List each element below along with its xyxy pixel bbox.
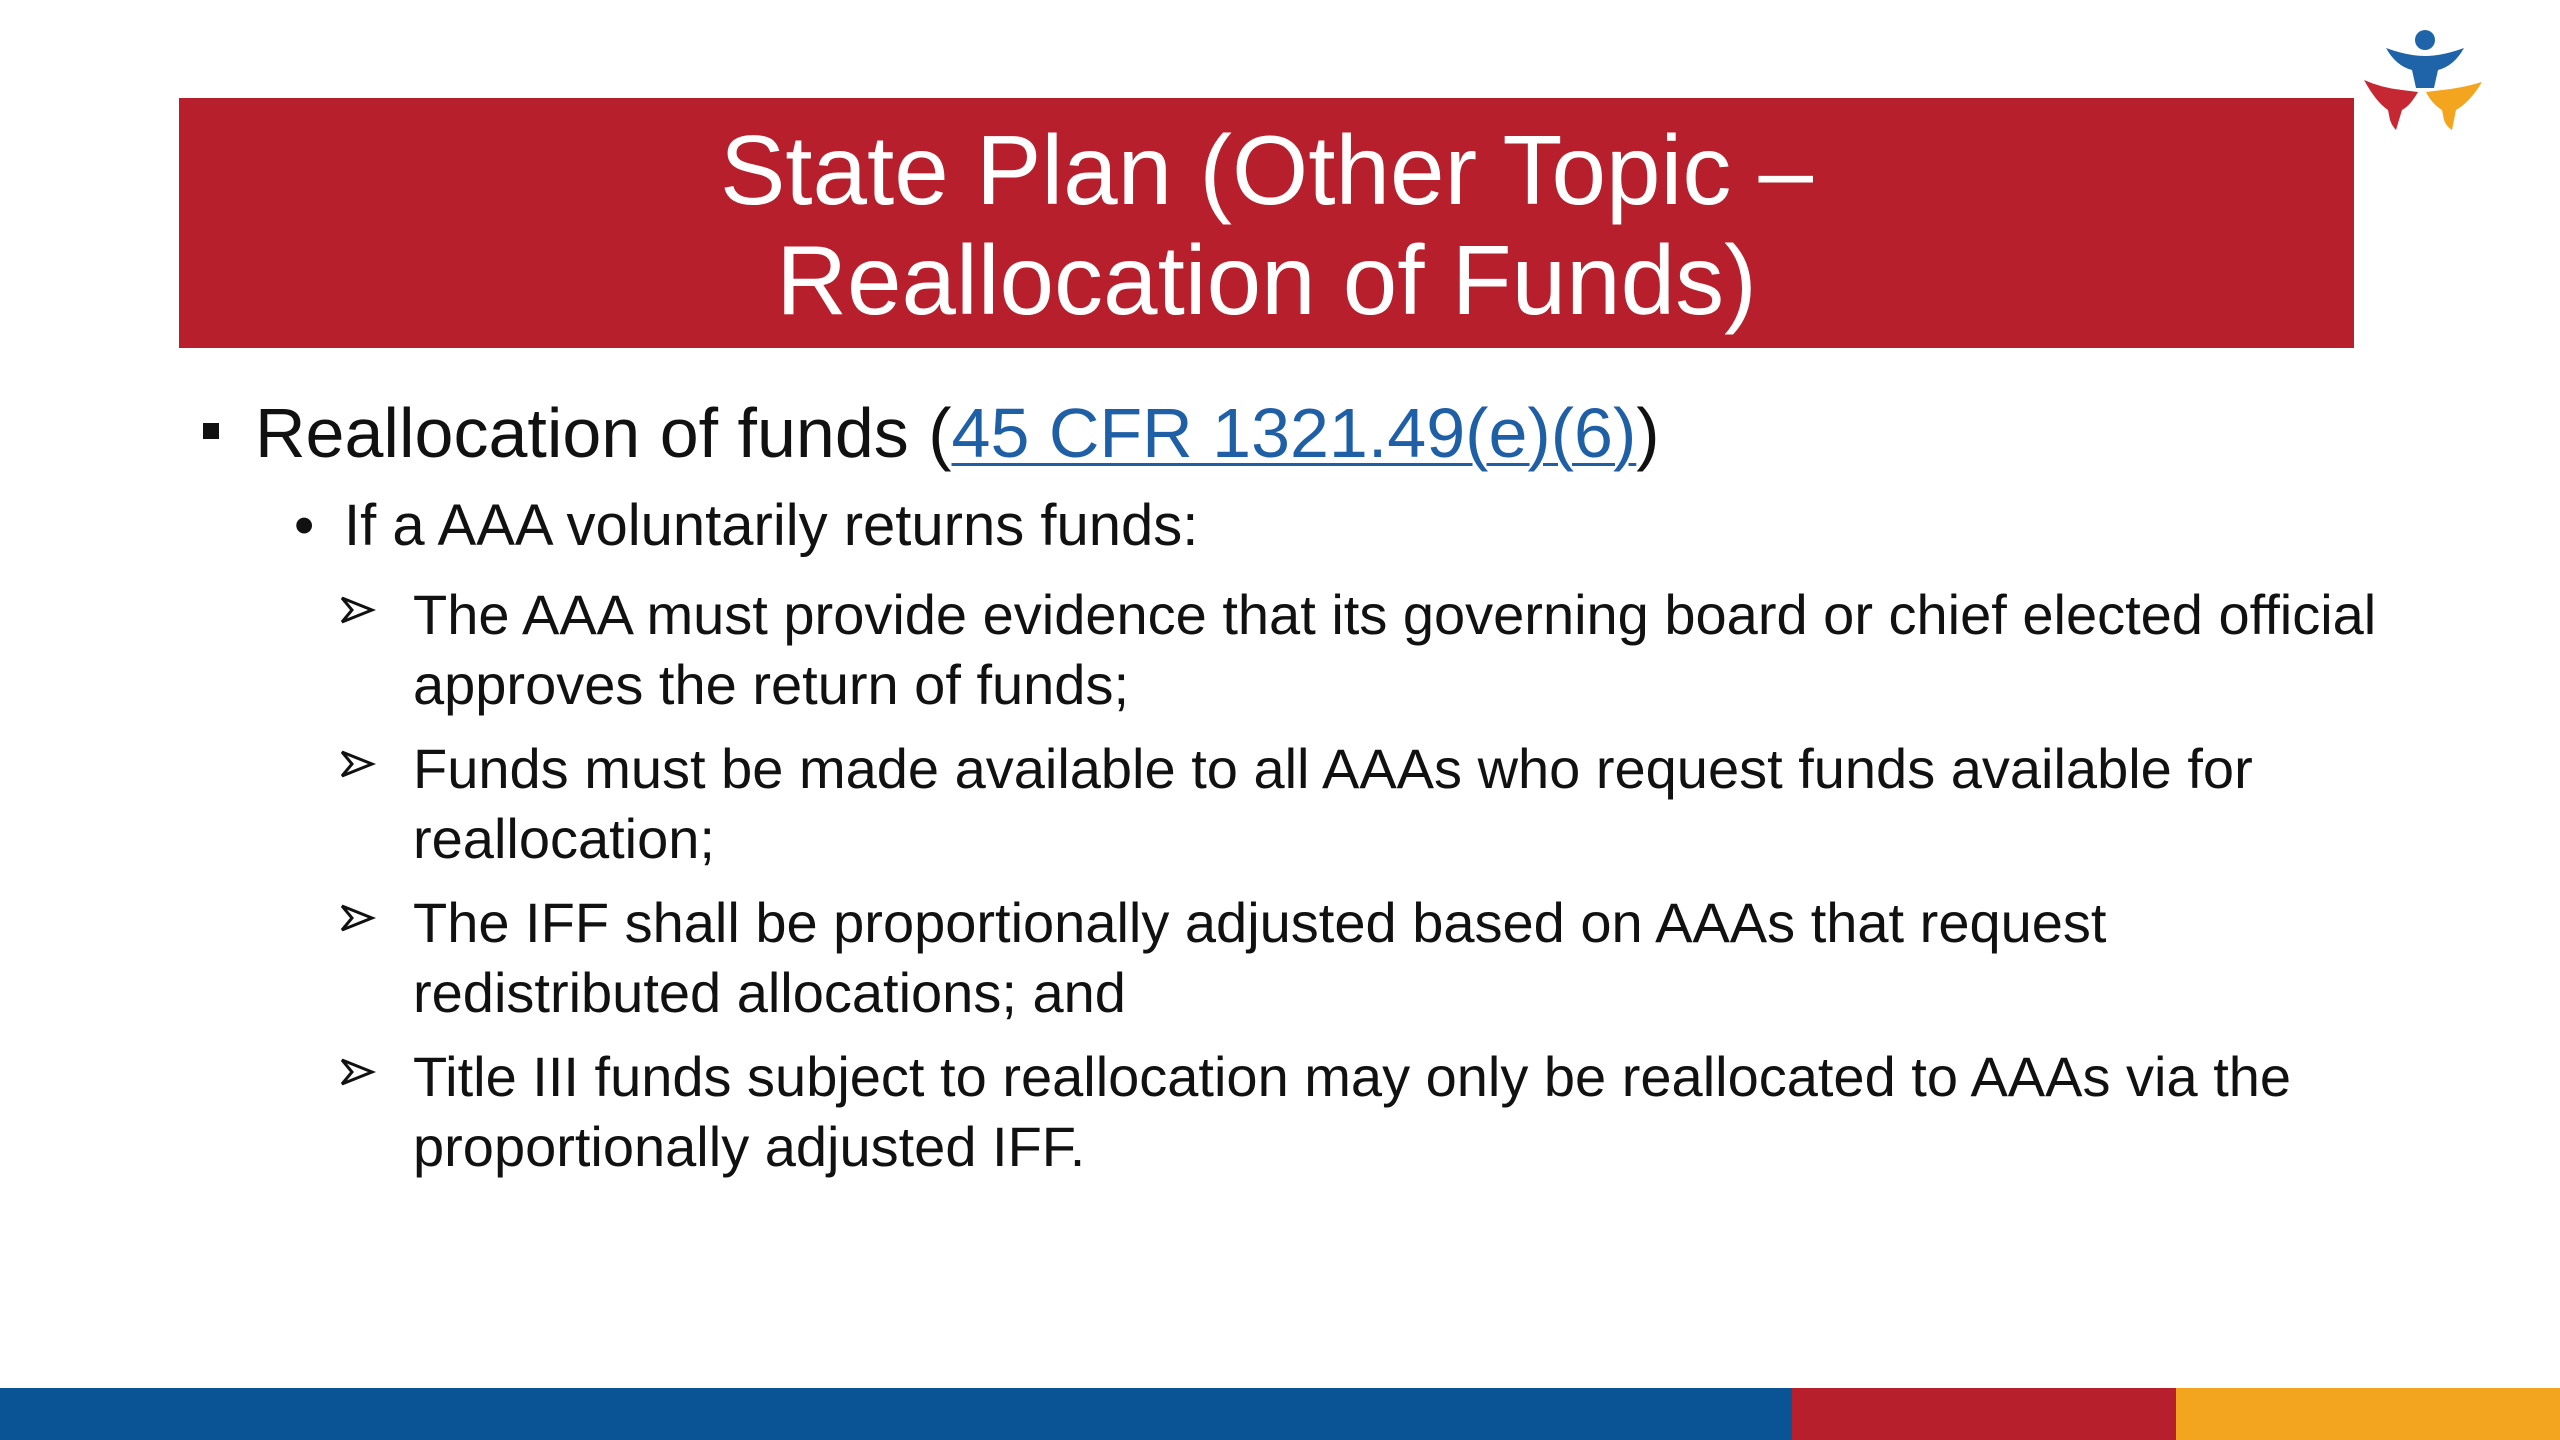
bullet-level3-item xyxy=(338,580,2378,720)
arrowhead-bullet-icon xyxy=(338,744,378,784)
footer-orange-segment xyxy=(2176,1388,2560,1440)
arrowhead-bullet-icon xyxy=(338,1052,378,1092)
bullet-level1 xyxy=(203,388,1660,478)
bullet-level3-text: The IFF shall be proportionally adjusted based on AAAs that request redistributed allocations; and xyxy=(413,891,2107,1024)
cfr-citation-link[interactable]: 45 CFR 1321.49(e)(6) xyxy=(951,394,1637,472)
footer-color-band xyxy=(0,1388,2560,1440)
slide-title-line-1: State Plan (Other Topic – xyxy=(719,115,1814,225)
footer-blue-segment xyxy=(0,1388,1792,1440)
bullet-level1-text: Reallocation of funds ( xyxy=(255,394,952,472)
bullet-level3-item xyxy=(338,1042,2378,1182)
bullet-level3-item xyxy=(338,888,2378,1028)
slide-title-line-2: Reallocation of Funds) xyxy=(776,225,1757,335)
bullet-level2 xyxy=(294,486,1198,566)
bullet-level3-text: The AAA must provide evidence that its governing board or chief elected official approves the return of funds; xyxy=(413,583,2377,716)
bullet-level3-text: Title III funds subject to reallocation may only be reallocated to AAAs via the proportionally adjusted IFF. xyxy=(413,1045,2292,1178)
footer-red-segment xyxy=(1792,1388,2176,1440)
bullet-level3-text: Funds must be made available to all AAAs who request funds available for reallocation; xyxy=(413,737,2253,870)
square-bullet-icon xyxy=(203,423,219,439)
bullet-level3-item xyxy=(338,734,2378,874)
bullet-level1-text-after: ) xyxy=(1636,394,1660,472)
round-bullet-icon: • xyxy=(294,493,315,558)
arrowhead-bullet-icon xyxy=(338,590,378,630)
bullet-level2-text: If a AAA voluntarily returns funds: xyxy=(344,493,1199,558)
arrowhead-bullet-icon xyxy=(338,898,378,938)
